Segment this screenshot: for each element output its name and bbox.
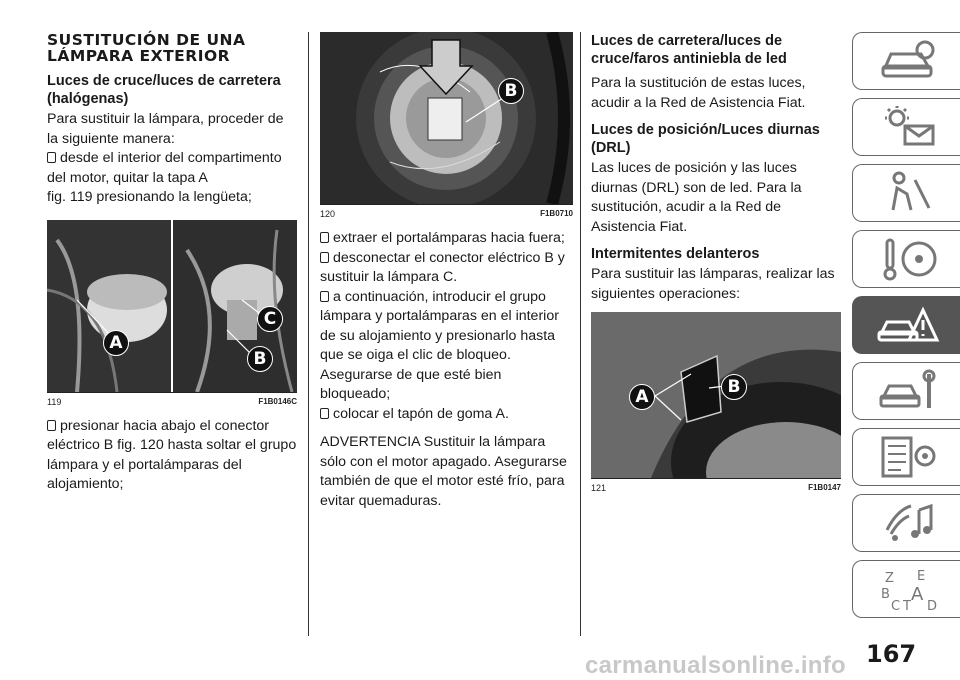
tab-safety[interactable]: [852, 164, 960, 222]
svg-text:D: D: [926, 599, 937, 612]
maintenance-icon: [877, 368, 941, 414]
callout-a: A: [629, 384, 655, 410]
title-line-1: SUSTITUCIÓN DE UNA: [47, 31, 246, 49]
emergency-icon: [877, 302, 941, 348]
subtitle-led-lights: Luces de carretera/luces de cruce/faros antiniebla de led: [591, 33, 787, 67]
step-disconnect: desconectar el conector eléctrico B y sustituir la lámpara C.: [320, 249, 573, 288]
tab-dashboard[interactable]: [852, 32, 960, 90]
drl-text: Las luces de posición y las luces diurnas (DRL) son de led. Para la sustitución, acudir a la Red de Asistencia Fiat.: [591, 160, 802, 235]
index-icon: [877, 566, 941, 612]
step-press-connector: presionar hacia abajo el conector eléctrico B fig. 120 hasta soltar el grupo lámpara y el portalámparas del alojamiento;: [47, 417, 297, 495]
warning-text: ADVERTENCIA Sustituir la lámpara sólo con el motor apagado. Asegurarse también de que el motor esté frío, para evitar quemaduras.: [320, 434, 567, 509]
title-line-2: LÁMPARA EXTERIOR: [47, 47, 231, 65]
section-title: [47, 32, 297, 64]
figure-number: 121: [591, 483, 607, 493]
callout-b: B: [721, 374, 747, 400]
airbag-seat-icon: [877, 170, 941, 216]
tab-warning-lights[interactable]: [852, 98, 960, 156]
step-insert: a continuación, introducir el grupo lámpara y portalámparas en el interior de su alojamiento y presionarlo hasta que se oiga el clic de bloqueo. Asegurarse de que esté bien bloqueado;: [320, 288, 573, 405]
callout-c: C: [257, 306, 283, 332]
car-dashboard-icon: [877, 38, 941, 84]
figure-119: [47, 220, 297, 407]
figure-120-caption: [320, 204, 573, 219]
figure-120-image: [320, 32, 573, 204]
figure-code: F1B0147: [808, 483, 841, 492]
headlamp-rear-illustration: [320, 32, 573, 204]
column-1: [47, 32, 297, 495]
column-divider: [580, 32, 581, 636]
watermark: carmanualsonline.info: [585, 652, 847, 679]
figure-120: [320, 32, 573, 219]
svg-text:A: A: [910, 584, 923, 605]
figure-119-image: [47, 220, 297, 392]
column-3: [591, 32, 841, 503]
svg-text:B: B: [880, 587, 890, 602]
key-steering-icon: [877, 236, 941, 282]
svg-text:C: C: [890, 599, 900, 612]
callout-b: B: [498, 78, 524, 104]
column-divider: [308, 32, 309, 636]
callout-a: A: [103, 330, 129, 356]
warning-lights-icon: [877, 104, 941, 150]
figure-121: [591, 312, 841, 493]
figure-code: F1B0146C: [258, 396, 297, 406]
page-number: 167: [866, 640, 917, 668]
subtitle-indicators: Intermitentes delanteros: [591, 246, 760, 262]
subtitle-drl: Luces de posición/Luces diurnas (DRL): [591, 122, 820, 156]
tab-starting-driving[interactable]: [852, 230, 960, 288]
subtitle-halogen: Luces de cruce/luces de carretera (halógenas): [47, 73, 281, 107]
multimedia-icon: [877, 500, 941, 546]
tab-emergency[interactable]: [852, 296, 960, 354]
figure-code: F1B0710: [540, 209, 573, 218]
figure-119-caption: [47, 392, 297, 407]
svg-text:T: T: [902, 599, 911, 612]
callout-b: B: [247, 346, 273, 372]
technical-data-icon: [877, 434, 941, 480]
tab-multimedia[interactable]: [852, 494, 960, 552]
tab-index[interactable]: [852, 560, 960, 618]
tab-technical-data[interactable]: [852, 428, 960, 486]
led-text: Para la sustitución de estas luces, acudir a la Red de Asistencia Fiat.: [591, 75, 806, 111]
figure-number: 120: [320, 209, 336, 219]
intro-text: Para sustituir la lámpara, proceder de la siguiente manera:: [47, 111, 284, 147]
step-remove-cap: desde el interior del compartimento del motor, quitar la tapa A fig. 119 presionando la lengüeta;: [47, 149, 297, 208]
indicators-text: Para sustituir las lámparas, realizar las siguientes operaciones:: [591, 266, 835, 302]
svg-text:Z: Z: [884, 571, 894, 586]
column-2: [320, 32, 573, 511]
figure-121-caption: [591, 478, 841, 493]
tab-maintenance[interactable]: [852, 362, 960, 420]
svg-text:E: E: [916, 569, 925, 584]
step-cap: colocar el tapón de goma A.: [320, 405, 573, 425]
figure-number: 119: [47, 396, 62, 407]
step-extract-holder: extraer el portalámparas hacia fuera;: [320, 229, 573, 249]
figure-121-image: [591, 312, 841, 478]
